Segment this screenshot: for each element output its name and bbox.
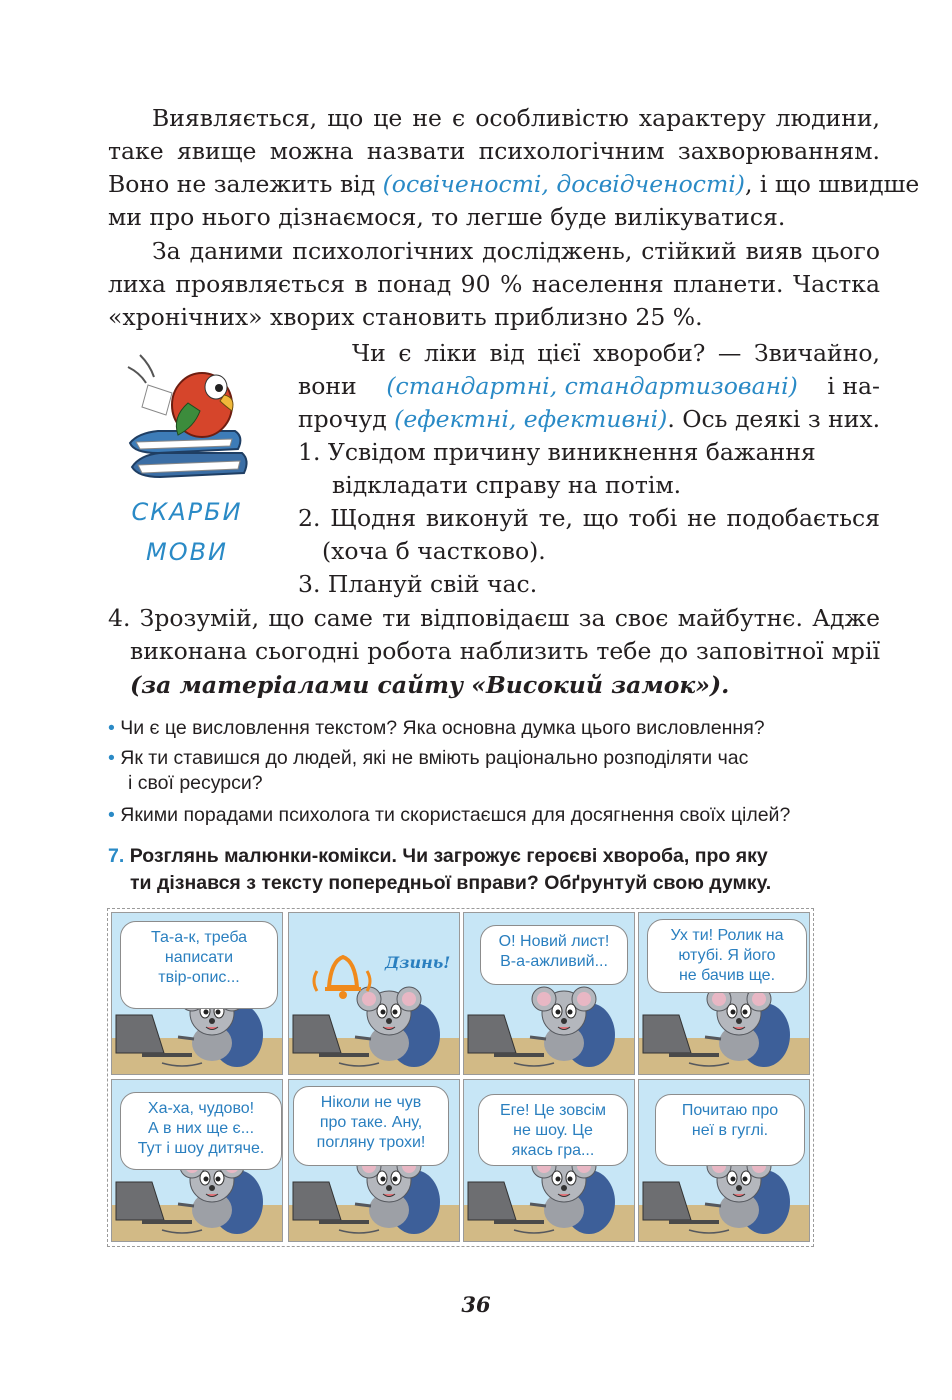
source-citation: (за матеріалами сайту «Високий замок»). bbox=[130, 671, 730, 699]
comic-panel-2 bbox=[288, 912, 460, 1075]
comic-strip bbox=[107, 908, 814, 1247]
text: . Ось деякі з них. bbox=[667, 405, 881, 433]
bell-icon bbox=[307, 941, 377, 1011]
speech-line: ютубі. Я його bbox=[678, 947, 776, 964]
speech-line: Тут і шоу дитяче. bbox=[137, 1140, 265, 1157]
list-item-4-cont: виконана сьогодні робота наблизить тебе до заповітної мрії bbox=[130, 637, 880, 665]
page-number: 36 bbox=[461, 1292, 491, 1317]
speech-line: погляну трохи! bbox=[316, 1134, 426, 1151]
bullet: • bbox=[108, 747, 115, 769]
task-text: Розглянь малюнки-комікси. Чи загрожує героєві хвороба, про яку bbox=[129, 845, 768, 867]
question-1 bbox=[108, 716, 765, 740]
speech-bubble bbox=[655, 1094, 805, 1166]
sidebar-title-line2: МОВИ bbox=[145, 538, 228, 566]
paragraph2-line2: лиха проявляється в понад 90 % населення планети. Частка bbox=[108, 270, 880, 298]
paragraph1-line4: ми про нього дізнаємося, то легше буде вилікуватися. bbox=[108, 203, 786, 231]
speech-line: написати bbox=[164, 949, 234, 966]
speech-line: про таке. Ану, bbox=[319, 1114, 423, 1131]
speech-bubble bbox=[120, 1092, 282, 1170]
speech-line: Та-а-к, треба bbox=[150, 929, 248, 946]
speech-line: твір-опис... bbox=[158, 969, 240, 986]
speech-bubble bbox=[647, 919, 807, 993]
speech-line: В-а-ажливий... bbox=[500, 953, 608, 970]
comic-panel-5 bbox=[111, 1079, 283, 1242]
speech-line: не шоу. Це bbox=[513, 1122, 593, 1139]
text: Воно не залежить від bbox=[108, 170, 383, 198]
speech-bubble bbox=[120, 921, 278, 1009]
question-text: Чи є це висловлення текстом? Яка основна думка цього висловлення? bbox=[120, 717, 765, 739]
text: прочуд bbox=[298, 405, 395, 433]
speech-line: якась гра... bbox=[511, 1142, 595, 1159]
question-3 bbox=[108, 803, 790, 827]
speech-line: А в них ще є... bbox=[147, 1120, 255, 1137]
list-item-1-cont: відкладати справу на потім. bbox=[332, 471, 682, 499]
paragraph1-line2: таке явище можна назвати психологічним захворюванням. bbox=[108, 137, 880, 165]
paragraph3-line1: Чи є ліки від цієї хвороби? — Звичайно, bbox=[352, 339, 880, 367]
speech-line: Ух ти! Ролик на bbox=[670, 927, 784, 944]
bullet: • bbox=[108, 717, 115, 739]
paragraph2-line1: За даними психологічних досліджень, стійкий вияв цього bbox=[152, 237, 880, 265]
speech-bubble bbox=[293, 1086, 449, 1166]
comic-panel-3 bbox=[463, 912, 635, 1075]
bullet: • bbox=[108, 804, 115, 826]
speech-line: Ха-ха, чудово! bbox=[147, 1100, 255, 1117]
comic-panel-6 bbox=[288, 1079, 460, 1242]
speech-line: Почитаю про bbox=[681, 1102, 779, 1119]
text: , і що швидше bbox=[744, 170, 920, 198]
task-7-line2: ти дізнався з тексту попередньої вправи? Обґрунтуй свою думку. bbox=[130, 872, 772, 894]
list-item-2-cont: (хоча б частково). bbox=[322, 537, 546, 565]
paragraph1-line1: Виявляється, що це не є особливістю характеру людини, bbox=[152, 104, 880, 132]
sound-effect-text: Дзинь! bbox=[385, 953, 451, 972]
choice-words: (стандартні, стандартизовані) bbox=[386, 372, 798, 400]
paragraph2-line3: «хронічних» хворих становить приблизно 25 %. bbox=[108, 303, 703, 331]
task-number: 7. bbox=[108, 845, 125, 867]
task-7-line1 bbox=[108, 843, 768, 870]
speech-line: Еге! Це зовсім bbox=[499, 1102, 607, 1119]
sidebar-title-line1: СКАРБИ bbox=[131, 498, 243, 526]
speech-bubble bbox=[478, 1094, 628, 1166]
choice-words: (освіченості, досвідченості) bbox=[382, 170, 745, 198]
list-item-3: 3. Плануй свій час. bbox=[298, 570, 538, 598]
list-item-1: 1. Усвідом причину виникнення бажання bbox=[298, 438, 816, 466]
comic-panel-7 bbox=[463, 1079, 635, 1242]
list-item-4: 4. Зрозумій, що саме ти відповідаєш за своє майбутнє. Адже bbox=[108, 604, 880, 632]
comic-panel-4 bbox=[638, 912, 810, 1075]
speech-line: О! Новий лист! bbox=[498, 933, 610, 950]
parrot-on-books-illustration bbox=[120, 345, 255, 485]
paragraph1-line3 bbox=[108, 168, 920, 201]
speech-line: неї в гуглі. bbox=[691, 1122, 769, 1139]
comic-panel-8 bbox=[638, 1079, 810, 1242]
text: вони bbox=[298, 372, 357, 400]
speech-line: Ніколи не чув bbox=[320, 1094, 422, 1111]
comic-panel-1 bbox=[111, 912, 283, 1075]
question-text: Як ти ставишся до людей, які не вміють раціонально розподіляти час bbox=[120, 747, 749, 769]
list-item-2: 2. Щодня виконуй те, що тобі не подобається bbox=[298, 504, 880, 532]
paragraph3-line2 bbox=[298, 370, 880, 403]
question-text: Якими порадами психолога ти скористаєшся для досягнення своїх цілей? bbox=[120, 804, 791, 826]
speech-line: не бачив ще. bbox=[678, 967, 776, 984]
text: і на- bbox=[827, 372, 880, 400]
speech-bubble bbox=[480, 925, 628, 985]
question-2 bbox=[108, 746, 748, 770]
paragraph3-line3 bbox=[298, 403, 880, 436]
question-2-cont: і свої ресурси? bbox=[128, 772, 263, 794]
choice-words: (ефектні, ефективні) bbox=[394, 405, 668, 433]
